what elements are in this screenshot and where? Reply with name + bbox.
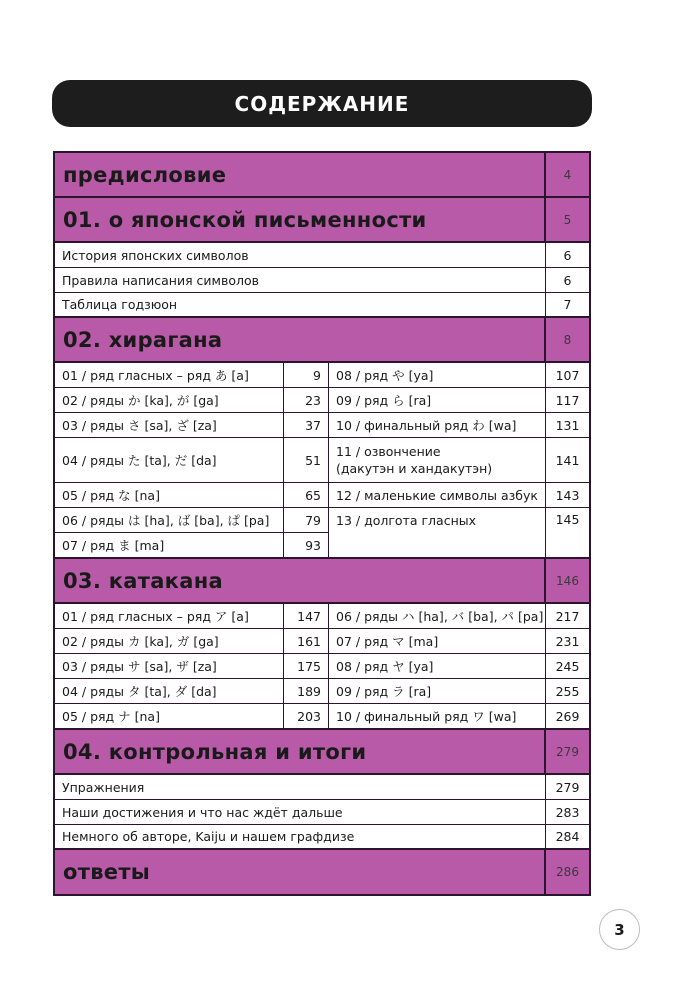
entry-label: 05 / ряд な [na] xyxy=(55,483,284,507)
entry-label: 12 / маленькие символы азбук xyxy=(329,483,546,507)
section-label: 02. хирагана xyxy=(55,318,546,361)
entry-label: 05 / ряд ナ [na] xyxy=(55,704,284,728)
toc-entry[interactable] xyxy=(329,679,589,704)
entry-label: 07 / ряд マ [ma] xyxy=(329,629,546,653)
entry-label: 07 / ряд ま [ma] xyxy=(55,533,284,557)
katakana-grid xyxy=(55,604,589,730)
entry-label: Наши достижения и что нас ждёт дальше xyxy=(55,800,546,824)
entry-page: 9 xyxy=(313,367,321,383)
section-02[interactable] xyxy=(55,318,589,363)
toc-entry[interactable] xyxy=(55,508,328,533)
entry-label-secondary: (дакутэн и хандакутэн) xyxy=(336,461,493,476)
toc-entry[interactable] xyxy=(329,438,589,483)
entry-label: 01 / ряд гласных – ряд あ [a] xyxy=(55,363,284,387)
entry-label: 02 / ряды か [ka], が [ga] xyxy=(55,388,284,412)
entry-page: 51 xyxy=(305,452,321,468)
entry-label: Немного об авторе, Kaiju и нашем графдизе xyxy=(55,825,546,848)
contents-title-bar xyxy=(52,80,592,127)
page-number: 3 xyxy=(599,909,640,950)
entry-label: 10 / финальный ряд ワ [wa] xyxy=(329,704,546,728)
toc-entry[interactable] xyxy=(329,363,589,388)
entry-page: 279 xyxy=(555,779,580,795)
entry-page: 161 xyxy=(297,633,321,649)
toc-entry[interactable] xyxy=(329,413,589,438)
entry-label: 11 / озвончение xyxy=(336,444,441,459)
entry-label: 03 / ряды サ [sa], ザ [za] xyxy=(55,654,284,678)
toc-entry[interactable] xyxy=(55,775,589,800)
toc-entry[interactable] xyxy=(55,413,328,438)
toc-entry[interactable] xyxy=(329,704,589,728)
toc-entry[interactable] xyxy=(55,679,328,704)
section-label: 03. катакана xyxy=(55,559,546,602)
entry-page: 6 xyxy=(563,247,572,263)
toc-entry[interactable] xyxy=(329,483,589,508)
entry-page: 245 xyxy=(555,658,580,674)
toc-entry[interactable] xyxy=(55,604,328,629)
entry-label: 04 / ряды た [ta], だ [da] xyxy=(55,438,284,482)
entry-page: 107 xyxy=(555,367,580,383)
entry-page: 203 xyxy=(297,708,321,724)
entry-page: 189 xyxy=(297,683,321,699)
toc-entry[interactable] xyxy=(329,629,589,654)
section-page: 146 xyxy=(556,573,579,588)
table-of-contents xyxy=(53,151,591,896)
section-04[interactable] xyxy=(55,730,589,775)
entry-page: 255 xyxy=(555,683,580,699)
toc-entry[interactable] xyxy=(55,800,589,825)
entry-label: Правила написания символов xyxy=(55,268,546,292)
section-page: 5 xyxy=(563,212,572,227)
entry-page: 283 xyxy=(555,804,580,820)
entry-label: 06 / ряды は [ha], ば [ba], ぱ [pa] xyxy=(55,508,284,532)
entry-label: 03 / ряды さ [sa], ざ [za] xyxy=(55,413,284,437)
toc-entry[interactable] xyxy=(329,388,589,413)
section-label: 04. контрольная и итоги xyxy=(55,730,546,773)
entry-page: 269 xyxy=(555,708,580,724)
entry-page: 37 xyxy=(305,417,321,433)
entry-page: 145 xyxy=(555,512,580,527)
entry-label: 10 / финальный ряд わ [wa] xyxy=(329,413,546,437)
entry-page: 147 xyxy=(297,608,321,624)
section-03[interactable] xyxy=(55,559,589,604)
toc-entry[interactable] xyxy=(55,629,328,654)
entry-label: 13 / долгота гласных xyxy=(329,508,546,557)
toc-entry[interactable] xyxy=(55,483,328,508)
contents-title: СОДЕРЖАНИЕ xyxy=(234,91,410,116)
toc-entry[interactable] xyxy=(329,508,589,557)
toc-entry[interactable] xyxy=(329,604,589,629)
entry-page: 7 xyxy=(563,297,572,312)
entry-page: 217 xyxy=(555,608,580,624)
entry-page: 231 xyxy=(555,633,580,649)
toc-entry[interactable] xyxy=(55,533,328,557)
hiragana-grid xyxy=(55,363,589,559)
entry-page: 131 xyxy=(555,417,580,433)
entry-label: 04 / ряды タ [ta], ダ [da] xyxy=(55,679,284,703)
section-page: 8 xyxy=(563,332,572,347)
entry-page: 143 xyxy=(555,487,580,503)
entry-label: 09 / ряд ら [ra] xyxy=(329,388,546,412)
entry-page: 79 xyxy=(305,512,321,528)
entry-page: 93 xyxy=(305,537,321,553)
entry-label: 01 / ряд гласных – ряд ア [a] xyxy=(55,604,284,628)
entry-label: Упражнения xyxy=(55,775,546,799)
section-page: 4 xyxy=(563,167,572,182)
section-page: 279 xyxy=(556,744,579,759)
section-page: 286 xyxy=(556,865,579,879)
section-label: предисловие xyxy=(55,153,546,196)
toc-entry[interactable] xyxy=(329,654,589,679)
entry-page: 141 xyxy=(555,452,580,468)
entry-label: 08 / ряд ヤ [ya] xyxy=(329,654,546,678)
toc-entry[interactable] xyxy=(55,438,328,483)
toc-entry[interactable] xyxy=(55,268,589,293)
toc-entry[interactable] xyxy=(55,243,589,268)
entry-page: 65 xyxy=(305,487,321,503)
entry-page: 117 xyxy=(555,392,580,408)
section-answers[interactable] xyxy=(55,850,589,894)
toc-entry[interactable] xyxy=(55,825,589,850)
section-label: ответы xyxy=(55,850,546,894)
toc-entry[interactable] xyxy=(55,363,328,388)
toc-entry[interactable] xyxy=(55,654,328,679)
section-01[interactable] xyxy=(55,198,589,243)
entry-label: 09 / ряд ラ [ra] xyxy=(329,679,546,703)
entry-page: 175 xyxy=(297,658,321,674)
section-label: 01. о японской письменности xyxy=(55,198,546,241)
entry-label: 02 / ряды カ [ka], ガ [ga] xyxy=(55,629,284,653)
entry-label: Таблица годзюон xyxy=(55,293,546,316)
entry-label: История японских символов xyxy=(55,243,546,267)
entry-page: 23 xyxy=(305,392,321,408)
toc-entry[interactable] xyxy=(55,704,328,728)
entry-page: 6 xyxy=(563,272,572,288)
toc-entry[interactable] xyxy=(55,388,328,413)
entry-label: 08 / ряд や [ya] xyxy=(329,363,546,387)
entry-page: 284 xyxy=(555,829,580,844)
toc-entry[interactable] xyxy=(55,293,589,318)
section-preface[interactable] xyxy=(55,153,589,198)
entry-label: 06 / ряды ハ [ha], バ [ba], パ [pa] xyxy=(329,604,546,628)
